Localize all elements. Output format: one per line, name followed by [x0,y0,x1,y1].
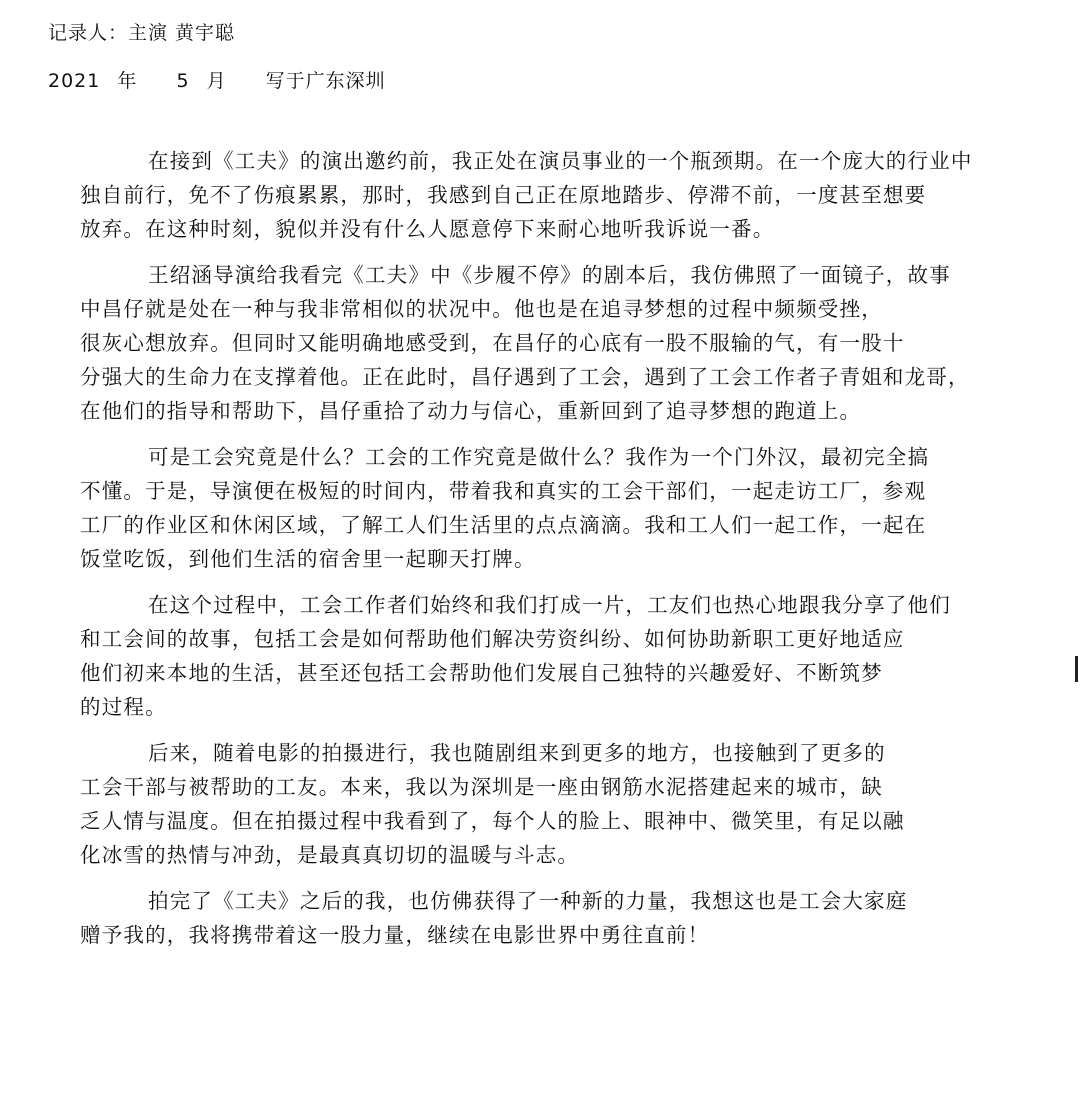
text-line: 他们初来本地的生活，甚至还包括工会帮助他们发展自己独特的兴趣爱好、不断筑梦 [80,661,883,685]
text-line: 赠予我的，我将携带着这一股力量，继续在电影世界中勇往直前！ [80,923,710,947]
date-place-line [48,66,408,93]
paragraph-3 [80,440,1040,576]
paragraph-5 [80,736,1040,872]
letter-body [80,144,1040,954]
text-line: 工厂的作业区和休闲区域，了解工人们生活里的点点滴滴。我和工人们一起工作，一起在 [80,513,927,537]
date-year: 2021 年 [48,70,138,92]
writing-place: 写于广东深圳 [265,70,386,92]
paragraph-2 [80,258,1040,428]
paragraph-4 [80,588,1040,724]
text-line: 不懂。于是，导演便在极短的时间内，带着我和真实的工会干部们，一起走访工厂，参观 [80,479,927,503]
text-line: 后来，随着电影的拍摄进行，我也随剧组来到更多的地方，也接触到了更多的 [148,741,886,765]
text-line: 分强大的生命力在支撑着他。正在此时，昌仔遇到了工会，遇到了工会工作者子青姐和龙哥， [80,365,970,389]
text-line: 化冰雪的热情与冲劲，是最真真切切的温暖与斗志。 [80,843,580,867]
paragraph-6 [80,884,1040,952]
text-line: 的过程。 [80,695,167,719]
text-line: 可是工会究竟是什么？工会的工作究竟是做什么？我作为一个门外汉，最初完全搞 [148,445,930,469]
text-line: 王绍涵导演给我看完《工夫》中《步履不停》的剧本后，我仿佛照了一面镜子，故事 [148,263,951,287]
recorder-line: 记录人：主演 黄宇聪 [48,22,236,44]
text-line: 中昌仔就是处在一种与我非常相似的状况中。他也是在追寻梦想的过程中频频受挫， [80,297,883,321]
text-line: 在接到《工夫》的演出邀约前，我正处在演员事业的一个瓶颈期。在一个庞大的行业中 [148,149,973,173]
paragraph-1 [80,144,1040,246]
text-line: 工会干部与被帮助的工友。本来，我以为深圳是一座由钢筋水泥搭建起来的城市，缺 [80,775,883,799]
text-line: 在这个过程中，工会工作者们始终和我们打成一片，工友们也热心地跟我分享了他们 [148,593,951,617]
scan-edge-mark [1075,656,1078,682]
text-line: 拍完了《工夫》之后的我，也仿佛获得了一种新的力量，我想这也是工会大家庭 [148,889,908,913]
text-line: 饭堂吃饭，到他们生活的宿舍里一起聊天打牌。 [80,547,536,571]
text-line: 和工会间的故事，包括工会是如何帮助他们解决劳资纠纷、如何协助新职工更好地适应 [80,627,905,651]
text-line: 独自前行，免不了伤痕累累，那时，我感到自己正在原地踏步、停滞不前，一度甚至想要 [80,183,927,207]
text-line: 很灰心想放弃。但同时又能明确地感受到，在昌仔的心底有一股不服输的气，有一股十 [80,331,905,355]
text-line: 在他们的指导和帮助下，昌仔重拾了动力与信心，重新回到了追寻梦想的跑道上。 [80,399,862,423]
date-month: 5 月 [176,70,227,92]
text-line: 乏人情与温度。但在拍摄过程中我看到了，每个人的脸上、眼神中、微笑里，有足以融 [80,809,905,833]
text-line: 放弃。在这种时刻，貌似并没有什么人愿意停下来耐心地听我诉说一番。 [80,217,775,241]
